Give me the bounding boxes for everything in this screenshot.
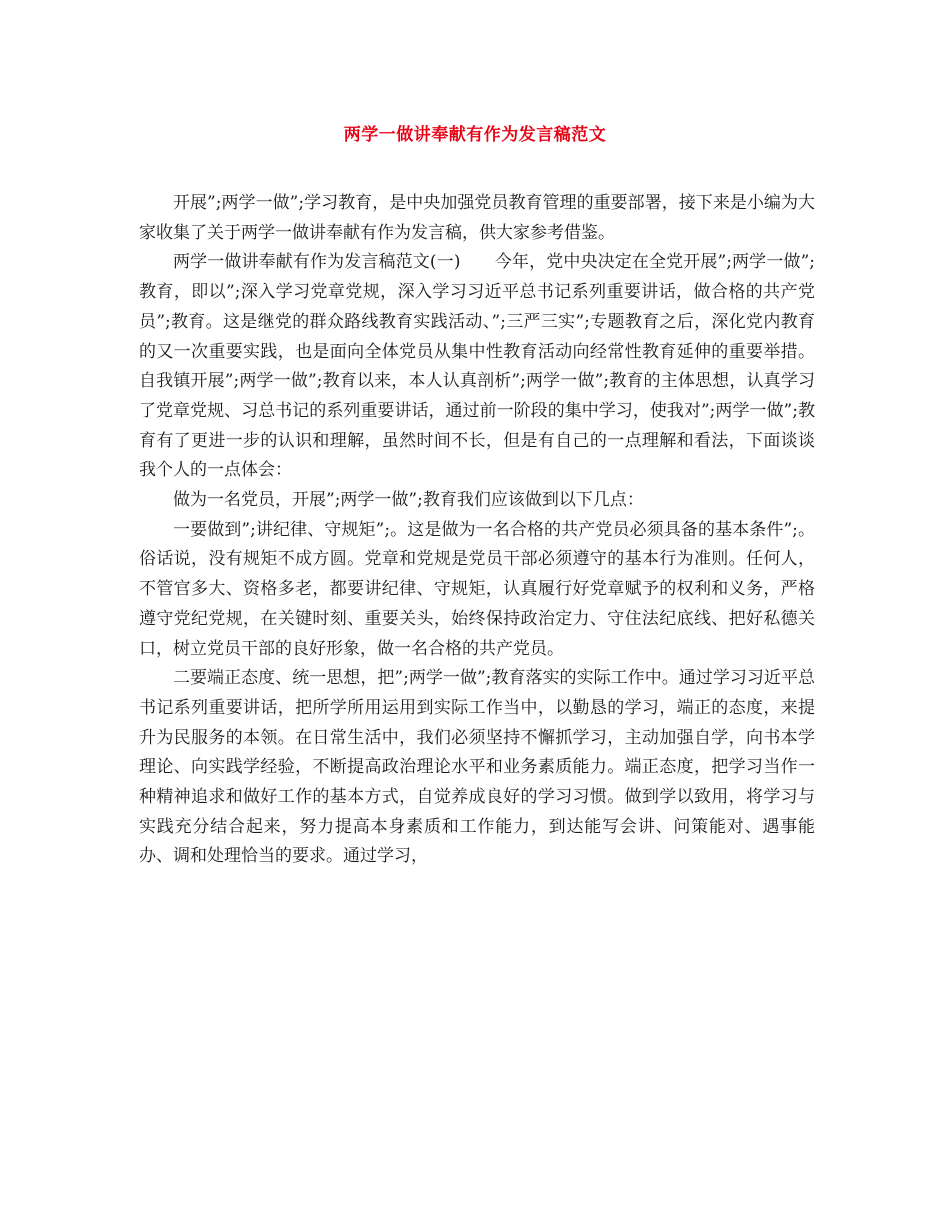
paragraph-point-two: 二要端正态度、统一思想，把”;两学一做”;教育落实的实际工作中。通过学习习近平总书记系列重要讲话，把所学所用运用到实际工作当中，以勤恳的学习，端正的态度，来提升为民服务的本领。在日常生活中，我们必须坚持不懈抓学习，主动加强自学，向书本学理论、向实践学经验，不断提高政治理论水平和业务素质能力。端正态度，把学习当作一种精神追求和做好工作的基本方式，自觉养成良好的学习习惯。做到学以致用，将学习与实践充分结合起来，努力提高本身素质和工作能力，到达能写会讲、问策能对、遇事能办、调和处理恰当的要求。通过学习， [139, 668, 815, 867]
paragraph-speech-one: 两学一做讲奉献有作为发言稿范文(一) 今年，党中央决定在全党开展”;两学一做”;教育，即以”;深入学习党章党规，深入学习习近平总书记系列重要讲话，做合格的共产党员”;教育。这是继党的群众路线教育实践活动、”;三严三实”;专题教育之后，深化党内教育的又一次重要实践，也是面向全体党员从集中性教育活动向经常性教育延伸的重要举措。自我镇开展”;两学一做”;教育以来，本人认真剖析”;两学一做”;教育的主体思想，认真学习了党章党规、习总书记的系列重要讲话，通过前一阶段的集中学习，使我对”;两学一做”;教育有了更进一步的认识和理解，虽然时间不长，但是有自己的一点理解和看法，下面谈谈我个人的一点体会： [139, 252, 815, 481]
paragraph-intro: 开展”;两学一做”;学习教育，是中央加强党员教育管理的重要部署，接下来是小编为大家收集了关于两学一做讲奉献有作为发言稿，供大家参考借鉴。 [139, 193, 815, 243]
paragraph-point-one: 一要做到”;讲纪律、守规矩”;。这是做为一名合格的共产党员必须具备的基本条件”;。俗话说，没有规矩不成方圆。党章和党规是党员干部必须遵守的基本行为准则。任何人，不管官多大、资格多老，都要讲纪律、守规矩，认真履行好党章赋予的权利和义务，严格遵守党纪党规，在关键时刻、重要关头，始终保持政治定力、守住法纪底线、把好私德关口，树立党员干部的良好形象，做一名合格的共产党员。 [139, 519, 815, 659]
paragraph-requirements-lead: 做为一名党员，开展”;两学一做”;教育我们应该做到以下几点： [173, 490, 644, 511]
document-title: 两学一做讲奉献有作为发言稿范文 [343, 125, 607, 145]
document-body [139, 189, 815, 872]
